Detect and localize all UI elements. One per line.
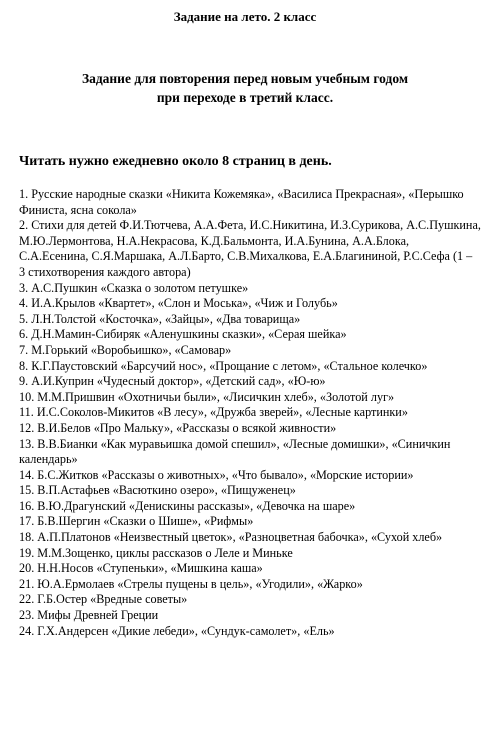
subtitle-line-2: при переходе в третий класс. xyxy=(156,90,334,105)
list-item: 4. И.А.Крылов «Квартет», «Слон и Моська», «Чиж и Голубь» xyxy=(19,296,338,311)
reading-instruction: Читать нужно ежедневно около 8 страниц в день. xyxy=(19,154,332,169)
list-item: 19. М.М.Зощенко, циклы рассказов о Леле и Миньке xyxy=(19,545,293,560)
list-item: 11. И.С.Соколов-Микитов «В лесу», «Дружба зверей», «Лесные картинки» xyxy=(19,405,408,420)
subtitle-line-1: Задание для повторения перед новым учебным годом xyxy=(81,71,409,86)
list-item: 7. М.Горький «Воробьишко», «Самовар» xyxy=(19,342,232,357)
list-item: 22. Г.Б.Остер «Вредные советы» xyxy=(19,592,188,607)
list-item: 18. А.П.Платонов «Неизвестный цветок», «Разноцветная бабочка», «Сухой хлеб» xyxy=(19,530,443,545)
list-item: 6. Д.Н.Мамин-Сибиряк «Аленушкины сказки», «Серая шейка» xyxy=(19,327,347,342)
assignment-subtitle xyxy=(0,69,490,107)
list-item: 14. Б.С.Житков «Рассказы о животных», «Что бывало», «Морские истории» xyxy=(19,467,414,482)
list-item: 24. Г.Х.Андерсен «Дикие лебеди», «Сундук-самолет», «Ель» xyxy=(19,623,335,638)
list-item: 13. В.В.Бианки «Как муравьишка домой спешил», «Лесные домишки», «Синичкин календарь» xyxy=(19,436,451,467)
list-item: 3. А.С.Пушкин «Сказка о золотом петушке» xyxy=(19,280,249,295)
list-item: 15. В.П.Астафьев «Васюткино озеро», «Пищуженец» xyxy=(19,483,296,498)
list-item: 10. М.М.Пришвин «Охотничьи были», «Лисичкин хлеб», «Золотой луг» xyxy=(19,389,395,404)
reading-list xyxy=(19,187,481,639)
list-item: 23. Мифы Древней Греции xyxy=(19,608,159,623)
list-item: 12. В.И.Белов «Про Мальку», «Рассказы о всякой живности» xyxy=(19,420,337,435)
page-title: Задание на лето. 2 класс xyxy=(173,9,317,24)
list-item: 2. Стихи для детей Ф.И.Тютчева, А.А.Фета, И.С.Никитина, И.З.Сурикова, А.С.Пушкина, М.Ю.Лермонтова, Н.А.Некрасова, К.Д.Бальмонта, И.А.Бунина, А.А.Блока, С.А.Есенина, С.Я.Маршака, А.Л.Барто, С.В.Михалкова, Е.А.Благининой, Р.С.Сефа (1 – 3 стихотворения каждого автора) xyxy=(19,218,481,279)
list-item: 1. Русские народные сказки «Никита Кожемяка», «Василиса Прекрасная», «Перышко Финиста, ясна сокола» xyxy=(19,187,464,217)
list-item: 21. Ю.А.Ермолаев «Стрелы пущены в цель», «Угодили», «Жарко» xyxy=(19,576,363,591)
list-item: 20. Н.Н.Носов «Ступеньки», «Мишкина каша» xyxy=(19,561,263,576)
list-item: 9. А.И.Куприн «Чудесный доктор», «Детский сад», «Ю-ю» xyxy=(19,374,326,389)
list-item: 16. В.Ю.Драгунский «Денискины рассказы», «Девочка на шаре» xyxy=(19,498,356,513)
list-item: 5. Л.Н.Толстой «Косточка», «Зайцы», «Два товарища» xyxy=(19,311,301,326)
list-item: 17. Б.В.Шергин «Сказки о Шише», «Рифмы» xyxy=(19,514,254,529)
list-item: 8. К.Г.Паустовский «Барсучий нос», «Прощание с летом», «Стальное колечко» xyxy=(19,358,428,373)
